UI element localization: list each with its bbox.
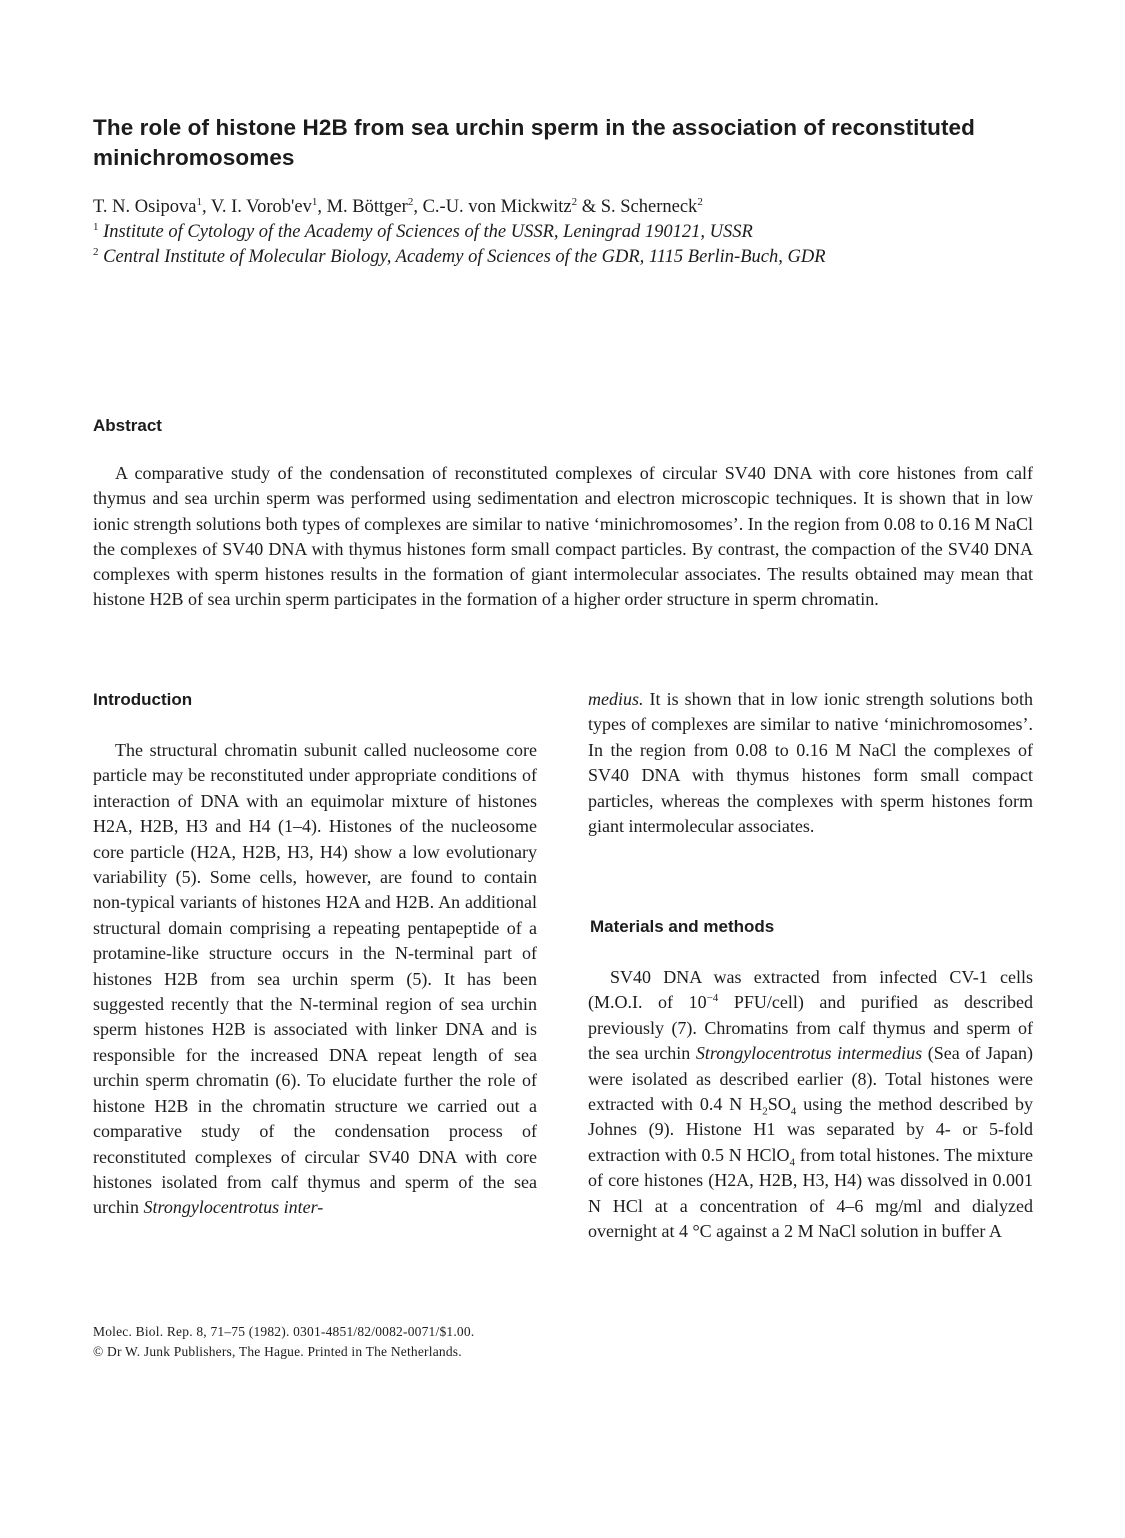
author-name: T. N. Osipova <box>93 197 197 217</box>
methods-text: using the method described by Johnes (9). Histone H1 was separated by 4- or 5-fold extraction with 0.5 N HClO <box>588 1094 1033 1165</box>
abstract-heading: Abstract <box>93 416 162 435</box>
subscript: 2 <box>762 1105 768 1118</box>
affiliation-2 <box>93 245 826 269</box>
introduction-paragraph-1 <box>93 738 537 1221</box>
species-name: Strongylocentrotus inter- <box>143 1197 324 1218</box>
species-name: Strongylocentrotus intermedius <box>695 1043 923 1064</box>
citation-footer <box>93 1322 474 1362</box>
affiliation-mark: 1 <box>311 196 318 208</box>
affiliation-mark: 2 <box>407 196 414 208</box>
article-title: The role of histone H2B from sea urchin sperm in the association of reconstituted minichromosomes <box>93 115 975 170</box>
affiliation-mark: 2 <box>93 246 99 258</box>
species-name: medius. <box>588 689 644 709</box>
introduction-paragraph-2 <box>588 687 1033 839</box>
subscript: 4 <box>790 1105 797 1118</box>
affiliation-mark: 2 <box>571 196 578 208</box>
affiliation-mark: 1 <box>196 196 202 208</box>
introduction-heading: Introduction <box>93 690 193 709</box>
methods-text: (Sea of Japan) were isolated as described earlier (8). Total histones were extracted with 0.4 N H <box>588 1043 1033 1115</box>
copyright-line: © Dr W. Junk Publishers, The Hague. Printed in The Netherlands. <box>93 1344 462 1359</box>
methods-paragraph <box>588 965 1033 1244</box>
author-name: , V. I. Vorob'ev <box>201 197 312 217</box>
methods-text: from total histones. The mixture of core histones (H2A, H2B, H3, H4) was dissolved in 0.001 N HCl at a concentration of 4–6 mg/ml and dialyzed overnight at 4 °C against a 2 M NaCl solution in buffer A <box>588 1144 1033 1242</box>
methods-text: PFU/cell) and purified as described previously (7). Chromatins from calf thymus and sperm of the sea urchin <box>588 992 1033 1064</box>
intro-text: The structural chromatin subunit called nucleosome core particle may be reconstituted under appropriate conditions of interaction of DNA with an equimolar mixture of histones H2A, H2B, H3 and H4 (1–4). Histones of the nucleosome core particle (H2A, H2B, H3, H4) show a low evolutionary variability (5). Some cells, however, are found to contain non-typical variants of histones H2A and H2B. An additional structural domain comprising a repeating pentapeptide of a protamine-like structure occurs in the N-terminal part of histones H2B from sea urchin sperm (5). It has been suggested recently that the N-terminal region of sea urchin sperm histones H2B is associated with linker DNA and is responsible for the increased DNA repeat length of sea urchin sperm chromatin (6). To elucidate further the role of histone H2B in the chromatin structure we carried out a comparative study of the condensation process of reconstituted complexes of circular SV40 DNA with core histones isolated from calf thymus and sperm of the sea urchin <box>93 740 537 1218</box>
intro-text: It is shown that in low ionic strength solutions both types of complexes are similar to native ‘minichromosomes’. In the region from 0.08 to 0.16 M NaCl the complexes of SV40 DNA with thymus histones form small compact particles, whereas the complexes with sperm histones form giant intermolecular associates. <box>588 689 1033 837</box>
affiliation-1 <box>93 220 753 244</box>
citation-line: Molec. Biol. Rep. 8, 71–75 (1982). 0301-4851/82/0082-0071/$1.00. <box>93 1324 475 1339</box>
affiliation-mark: 1 <box>93 221 99 233</box>
author-name: , M. Böttger <box>317 197 408 217</box>
abstract-text: A comparative study of the condensation of reconstituted complexes of circular SV40 DNA with core histones from calf thymus and sea urchin sperm was performed using sedimentation and electron microscopic techniques. It is shown that in low ionic strength solutions both types of complexes are similar to native ‘minichromosomes’. In the region from 0.08 to 0.16 M NaCl the complexes of SV40 DNA with thymus histones form small compact particles. By contrast, the compaction of the SV40 DNA complexes with sperm histones results in the formation of giant intermolecular associates. The results obtained may mean that histone H2B of sea urchin sperm participates in the formation of a higher order structure in sperm chromatin. <box>93 463 1033 610</box>
affiliation-text: Central Institute of Molecular Biology, Academy of Sciences of the GDR, 1115 Berlin-Buch, GDR <box>103 247 826 267</box>
subscript: 4 <box>789 1156 796 1169</box>
exponent: −4 <box>706 992 719 1005</box>
author-list <box>93 195 703 219</box>
affiliation-text: Institute of Cytology of the Academy of Sciences of the USSR, Leningrad 190121, USSR <box>103 222 753 242</box>
methods-text: SV40 DNA was extracted from infected CV-1 cells (M.O.I. of 10 <box>588 967 1033 1013</box>
affiliation-mark: 2 <box>697 196 703 208</box>
author-name: & S. Scherneck <box>577 197 698 217</box>
methods-text: SO <box>767 1094 791 1115</box>
methods-heading: Materials and methods <box>590 917 775 936</box>
author-name: , C.-U. von Mickwitz <box>413 197 572 217</box>
